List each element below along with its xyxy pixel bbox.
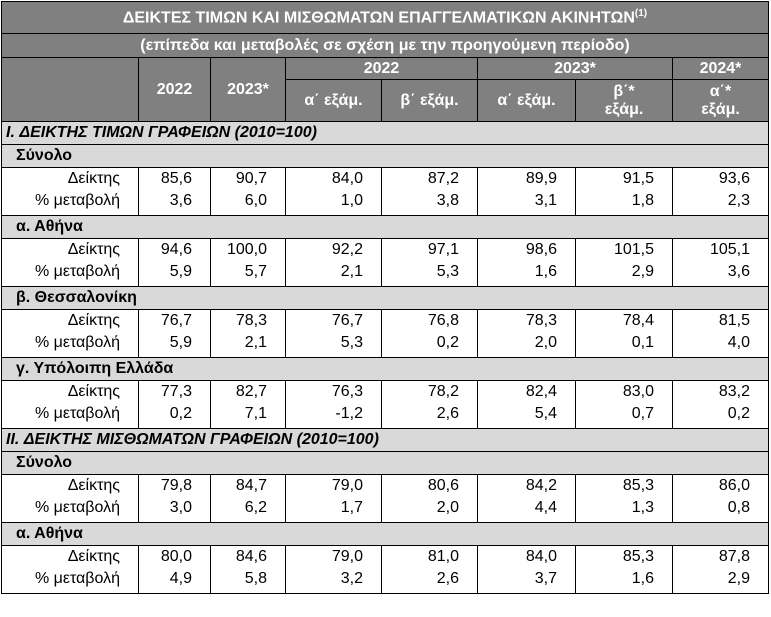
change-value: 2,9 (727, 570, 750, 587)
value-cell (382, 546, 478, 594)
index-value: 82,4 (525, 383, 557, 400)
index-value: 87,8 (718, 548, 750, 565)
change-value: 3,6 (169, 192, 192, 209)
index-value: 81,0 (427, 548, 459, 565)
change-value: 6,0 (244, 192, 267, 209)
table-row (2, 546, 769, 594)
value-cell (211, 381, 286, 429)
index-value: 80,0 (160, 548, 192, 565)
change-value: 1,7 (340, 499, 363, 516)
index-value: 97,1 (427, 241, 459, 258)
row-labels (2, 168, 139, 216)
index-value: 92,2 (331, 241, 363, 258)
value-cell (382, 310, 478, 358)
value-cell (286, 239, 382, 287)
value-cell (673, 239, 769, 287)
index-value: 79,0 (331, 548, 363, 565)
value-cell (576, 475, 673, 523)
change-value: 1,8 (631, 192, 654, 209)
row-labels (2, 381, 139, 429)
change-value: 3,2 (340, 570, 363, 587)
change-label: % μεταβολή (34, 192, 120, 209)
change-value: 5,7 (244, 263, 267, 280)
value-cell (478, 546, 576, 594)
index-value: 84,2 (525, 477, 557, 494)
value-cell (576, 239, 673, 287)
index-label: Δείκτης (67, 477, 120, 494)
change-value: 4,0 (727, 334, 750, 351)
index-value: 84,0 (525, 548, 557, 565)
section-title: I. ΔΕΙΚΤΗΣ ΤΙΜΩΝ ΓΡΑΦΕΙΩΝ (2010=100) (2, 122, 769, 145)
index-value: 89,9 (525, 170, 557, 187)
table-row (2, 475, 769, 523)
group-title: Σύνολο (2, 452, 769, 475)
group-title: Σύνολο (2, 145, 769, 168)
section-title: II. ΔΕΙΚΤΗΣ ΜΙΣΘΩΜΑΤΩΝ ΓΡΑΦΕΙΩΝ (2010=100) (2, 429, 769, 452)
value-cell (139, 475, 211, 523)
change-label: % μεταβολή (34, 334, 120, 351)
value-cell (673, 310, 769, 358)
header-h1-2022: α΄ εξάμ. (286, 80, 382, 122)
index-value: 100,0 (226, 241, 267, 258)
value-cell (211, 546, 286, 594)
change-value: 1,3 (631, 499, 654, 516)
change-value: 2,0 (436, 499, 459, 516)
value-cell (478, 475, 576, 523)
change-value: 0,2 (436, 334, 459, 351)
index-label: Δείκτης (67, 241, 120, 258)
value-cell (478, 381, 576, 429)
change-value: 0,2 (727, 405, 750, 422)
group-title: β. Θεσσαλονίκη (2, 287, 769, 310)
header-group-2023: 2023* (478, 58, 673, 80)
value-cell (382, 239, 478, 287)
value-cell (211, 310, 286, 358)
index-value: 85,3 (622, 548, 654, 565)
value-cell (139, 381, 211, 429)
change-value: 3,1 (534, 192, 557, 209)
change-value: 5,8 (244, 570, 267, 587)
index-value: 90,7 (235, 170, 267, 187)
value-cell (211, 239, 286, 287)
index-label: Δείκτης (67, 312, 120, 329)
table-row (2, 239, 769, 287)
index-value: 76,3 (331, 383, 363, 400)
value-cell (139, 310, 211, 358)
index-label: Δείκτης (67, 383, 120, 400)
value-cell (673, 546, 769, 594)
header-group-2024: 2024* (673, 58, 769, 80)
change-value: 4,4 (534, 499, 557, 516)
change-value: 5,9 (169, 334, 192, 351)
change-value: 1,6 (631, 570, 654, 587)
price-rent-index-table (1, 1, 769, 594)
value-cell (211, 475, 286, 523)
index-value: 94,6 (160, 241, 192, 258)
change-value: 2,0 (534, 334, 557, 351)
index-label: Δείκτης (67, 548, 120, 565)
table-title: ΔΕΙΚΤΕΣ ΤΙΜΩΝ ΚΑΙ ΜΙΣΘΩΜΑΤΩΝ ΕΠΑΓΓΕΛΜΑΤΙΚΩΝ ΑΚΙΝΗΤΩΝ$^{(1)}$ (2, 2, 769, 34)
index-value: 98,6 (525, 241, 557, 258)
index-value: 82,7 (235, 383, 267, 400)
index-value: 78,3 (235, 312, 267, 329)
value-cell (382, 381, 478, 429)
value-cell (286, 381, 382, 429)
index-value: 83,0 (622, 383, 654, 400)
header-h2-2023: β΄* εξάμ. (576, 80, 673, 122)
index-value: 77,3 (160, 383, 192, 400)
index-value: 76,7 (160, 312, 192, 329)
change-label: % μεταβολή (34, 263, 120, 280)
value-cell (382, 475, 478, 523)
header-h1-2023: α΄ εξάμ. (478, 80, 576, 122)
index-value: 84,6 (235, 548, 267, 565)
table-subtitle: (επίπεδα και μεταβολές σε σχέση με την προηγούμενη περίοδο) (2, 34, 769, 58)
value-cell (673, 381, 769, 429)
header-year-2022: 2022 (139, 58, 211, 122)
change-label: % μεταβολή (34, 499, 120, 516)
value-cell (576, 168, 673, 216)
row-labels (2, 310, 139, 358)
change-value: 1,6 (534, 263, 557, 280)
value-cell (211, 168, 286, 216)
value-cell (478, 310, 576, 358)
index-value: 93,6 (718, 170, 750, 187)
value-cell (673, 168, 769, 216)
index-value: 79,0 (331, 477, 363, 494)
header-blank (2, 58, 139, 122)
value-cell (576, 546, 673, 594)
index-value: 84,7 (235, 477, 267, 494)
index-value: 84,0 (331, 170, 363, 187)
table-row (2, 381, 769, 429)
change-value: 5,3 (436, 263, 459, 280)
value-cell (286, 168, 382, 216)
change-value: 2,6 (436, 405, 459, 422)
change-value: 2,6 (436, 570, 459, 587)
value-cell (576, 310, 673, 358)
change-value: 4,9 (169, 570, 192, 587)
row-labels (2, 475, 139, 523)
change-value: 0,8 (727, 499, 750, 516)
group-title: α. Αθήνα (2, 523, 769, 546)
index-value: 105,1 (709, 241, 750, 258)
change-label: % μεταβολή (34, 570, 120, 587)
value-cell (673, 475, 769, 523)
change-value: 3,6 (727, 263, 750, 280)
change-value: 2,9 (631, 263, 654, 280)
change-value: 2,1 (244, 334, 267, 351)
change-value: 0,1 (631, 334, 654, 351)
change-value: 3,0 (169, 499, 192, 516)
value-cell (286, 310, 382, 358)
index-value: 78,4 (622, 312, 654, 329)
group-title: γ. Υπόλοιπη Ελλάδα (2, 358, 769, 381)
change-value: 2,1 (340, 263, 363, 280)
index-value: 101,5 (613, 241, 654, 258)
header-h1-2024: α΄* εξάμ. (673, 80, 769, 122)
value-cell (139, 239, 211, 287)
value-cell (139, 168, 211, 216)
index-value: 87,2 (427, 170, 459, 187)
header-year-2023: 2023* (211, 58, 286, 122)
value-cell (478, 168, 576, 216)
header-group-2022: 2022 (286, 58, 478, 80)
value-cell (576, 381, 673, 429)
row-labels (2, 546, 139, 594)
change-value: 6,2 (244, 499, 267, 516)
index-value: 83,2 (718, 383, 750, 400)
index-value: 76,8 (427, 312, 459, 329)
change-value: -1,2 (335, 405, 363, 422)
change-value: 1,0 (340, 192, 363, 209)
index-value: 76,7 (331, 312, 363, 329)
change-value: 3,8 (436, 192, 459, 209)
value-cell (382, 168, 478, 216)
change-value: 2,3 (727, 192, 750, 209)
index-label: Δείκτης (67, 170, 120, 187)
change-value: 0,2 (169, 405, 192, 422)
value-cell (139, 546, 211, 594)
change-value: 5,9 (169, 263, 192, 280)
index-value: 78,3 (525, 312, 557, 329)
row-labels (2, 239, 139, 287)
change-value: 5,3 (340, 334, 363, 351)
table-row (2, 310, 769, 358)
header-h2-2022: β΄ εξάμ. (382, 80, 478, 122)
index-value: 81,5 (718, 312, 750, 329)
group-title: α. Αθήνα (2, 216, 769, 239)
index-value: 86,0 (718, 477, 750, 494)
change-value: 3,7 (534, 570, 557, 587)
value-cell (478, 239, 576, 287)
change-label: % μεταβολή (34, 405, 120, 422)
index-value: 78,2 (427, 383, 459, 400)
change-value: 0,7 (631, 405, 654, 422)
table-row (2, 168, 769, 216)
index-value: 85,3 (622, 477, 654, 494)
index-value: 80,6 (427, 477, 459, 494)
value-cell (286, 475, 382, 523)
value-cell (286, 546, 382, 594)
change-value: 5,4 (534, 405, 557, 422)
change-value: 7,1 (244, 405, 267, 422)
index-value: 85,6 (160, 170, 192, 187)
index-value: 91,5 (622, 170, 654, 187)
index-value: 79,8 (160, 477, 192, 494)
